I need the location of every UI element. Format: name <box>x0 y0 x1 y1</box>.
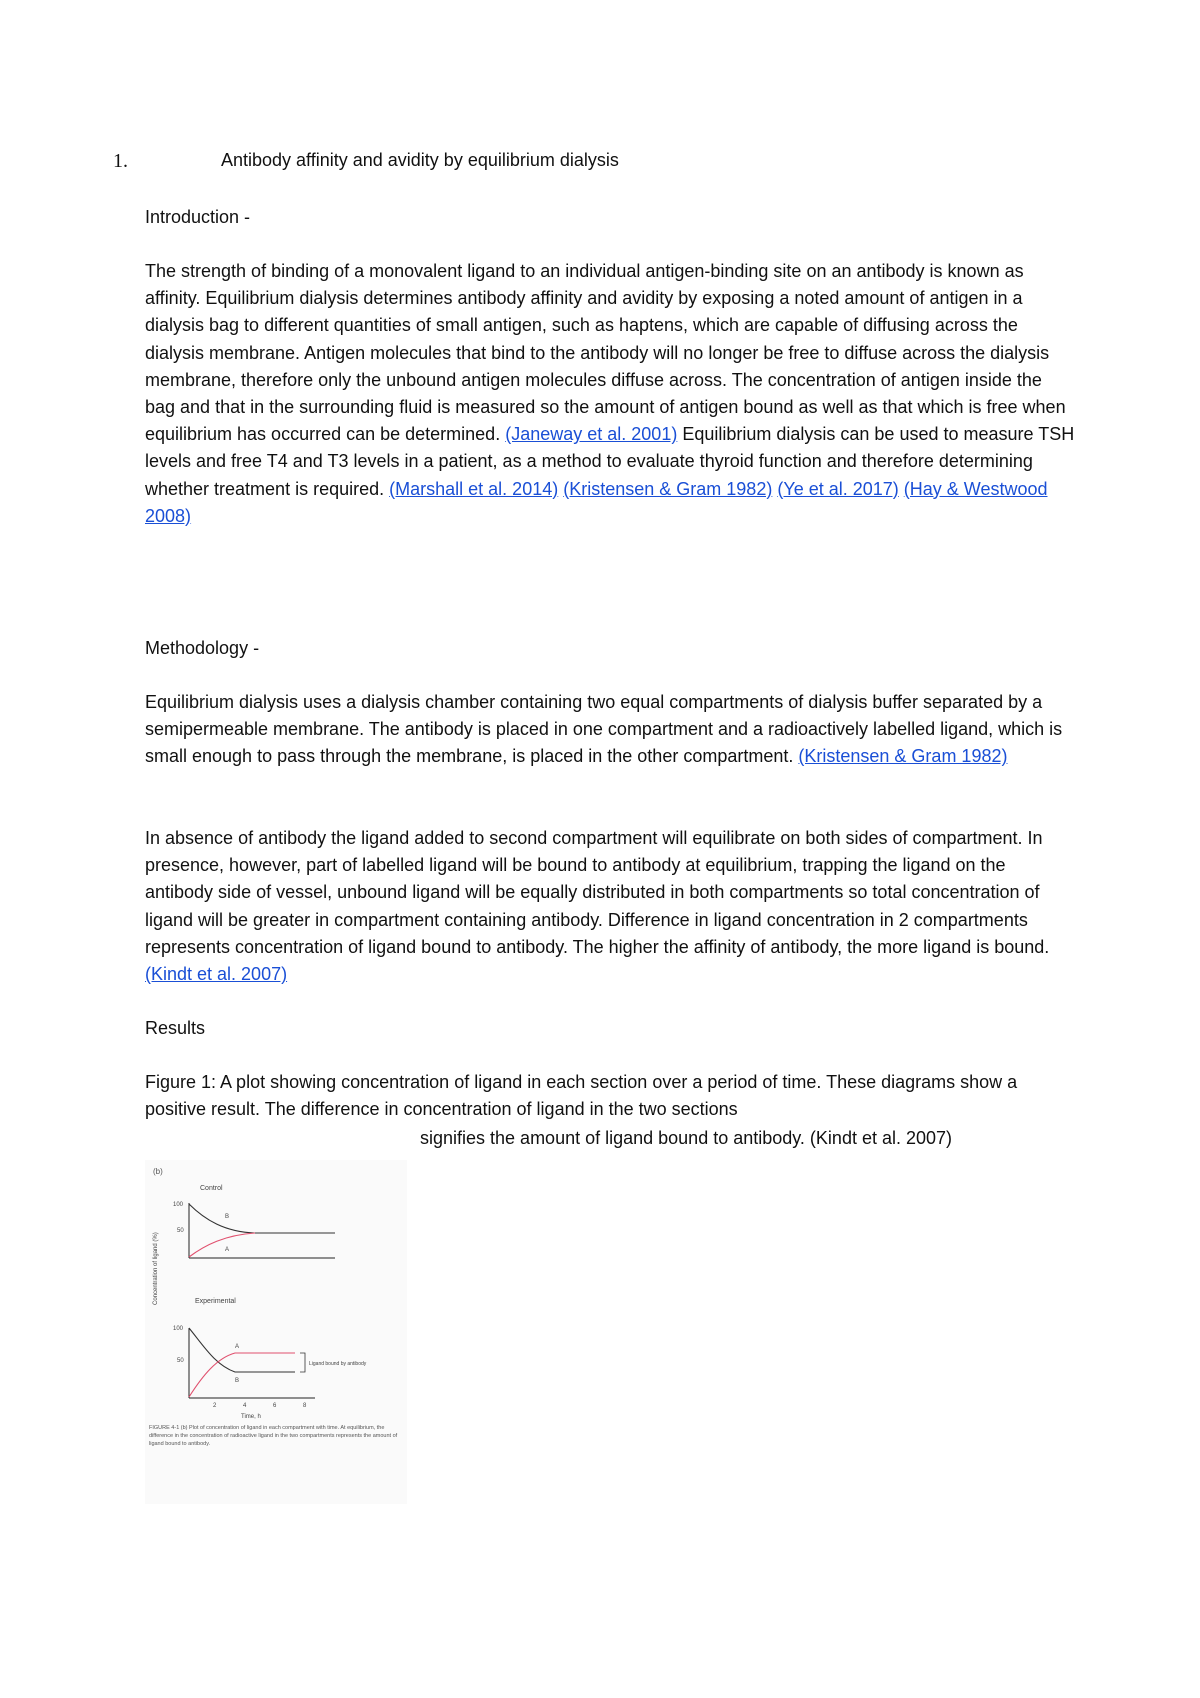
x-tick-8: 8 <box>303 1403 307 1409</box>
control-label-b: B <box>225 1214 230 1220</box>
experimental-tick-100: 100 <box>173 1326 184 1332</box>
figure-caption-line-1: Figure 1: A plot showing concentration of ligand in each section over a period of time. These diagrams show a positive result. The difference in concentration of ligand in the two sections <box>145 1072 1018 1120</box>
figure-experimental-label: Experimental <box>195 1298 236 1305</box>
introduction-label: Introduction - <box>145 207 251 227</box>
figure-caption-line-2: signifies the amount of ligand bound to antibody. (Kindt et al. 2007) <box>420 1128 953 1148</box>
introduction-text: The strength of binding of a monovalent ligand to an individual antigen-binding site on an antibody is known as affinity. Equilibrium dialysis determines antibody affinity and avidity by exposing a noted amount of antigen in a dialysis bag to different quantities of small antigen, such as haptens, which are capable of diffusing across the dialysis membrane. Antigen molecules that bind to the antibody will no longer be free to diffuse across the dialysis membrane, therefore only the unbound antigen molecules diffuse across. The concentration of antigen inside the bag and that in the surrounding fluid is measured so the amount of antigen bound as well as that which is free when equilibrium has occurred can be determined. <box>145 261 1066 445</box>
experimental-tick-50: 50 <box>177 1358 184 1364</box>
citation-marshall-link[interactable]: (Marshall et al. 2014) <box>389 478 559 499</box>
figure-1-image <box>145 1160 407 1504</box>
results-label: Results <box>145 1018 206 1038</box>
bracket-label: Ligand bound by antibody <box>309 1361 367 1367</box>
citation-ye-link[interactable]: (Ye et al. 2017) <box>777 478 899 499</box>
control-tick-50: 50 <box>177 1228 184 1234</box>
x-tick-2: 2 <box>213 1403 217 1409</box>
figure-part-label: (b) <box>153 1167 163 1176</box>
methodology-text-1: Equilibrium dialysis uses a dialysis chamber containing two equal compartments of dialysis buffer separated by a semipermeable membrane. The antibody is placed in one compartment and a radioactively labelled ligand, which is small enough to pass through the membrane, is placed in the other compartment. <box>145 692 1063 767</box>
methodology-text-2: In absence of antibody the ligand added to second compartment will equilibrate on both sides of compartment. In presence, however, part of labelled ligand will be bound to antibody at equilibrium, trapping the ligand on the antibody side of vessel, unbound ligand will be equally distributed in both compartments so total concentration of ligand will be greater in compartment containing antibody. Difference in ligand concentration in 2 compartments represents concentration of ligand bound to antibody. The higher the affinity of antibody, the more ligand is bound. <box>145 828 1050 957</box>
citation-hay-link[interactable]: (Hay & Westwood 2008) <box>145 478 1048 526</box>
control-tick-100: 100 <box>173 1202 184 1208</box>
citation-kristensen-link[interactable]: (Kristensen & Gram 1982) <box>563 478 773 499</box>
figure-embedded-caption-box <box>149 1424 403 1500</box>
figure-control-label: Control <box>200 1185 223 1192</box>
figure-embedded-caption: FIGURE 4-1 (b) Plot of concentration of ligand in each compartment with time. At equilibrium, the difference in the concentration of radioactive ligand in the two compartments represents the amount of ligand bound to antibody. <box>149 1425 398 1447</box>
citation-kristensen-link-2[interactable]: (Kristensen & Gram 1982) <box>798 746 1008 767</box>
figure-y-axis-label: Concentration of ligand (%) <box>153 1232 159 1305</box>
methodology-label: Methodology - <box>145 638 260 658</box>
experimental-label-a: A <box>235 1344 240 1350</box>
citation-kindt-link[interactable]: (Kindt et al. 2007) <box>145 964 288 985</box>
experimental-label-b: B <box>235 1378 240 1384</box>
x-tick-4: 4 <box>243 1403 247 1409</box>
introduction-paragraph <box>145 258 1075 530</box>
heading-number: 1. <box>113 150 128 172</box>
x-tick-6: 6 <box>273 1403 277 1409</box>
introduction-text-2: Equilibrium dialysis can be used to measure TSH levels and free T4 and T3 levels in a patient, as a method to evaluate thyroid function and therefore determining whether treatment is required. <box>145 424 1075 499</box>
citation-janeway-link[interactable]: (Janeway et al. 2001) <box>505 424 678 445</box>
control-label-a: A <box>225 1247 230 1253</box>
methodology-paragraph-1 <box>145 689 1075 771</box>
figure-x-axis-label: Time, h <box>241 1414 261 1420</box>
page-title: Antibody affinity and avidity by equilibrium dialysis <box>221 150 619 170</box>
methodology-paragraph-2 <box>145 825 1075 988</box>
